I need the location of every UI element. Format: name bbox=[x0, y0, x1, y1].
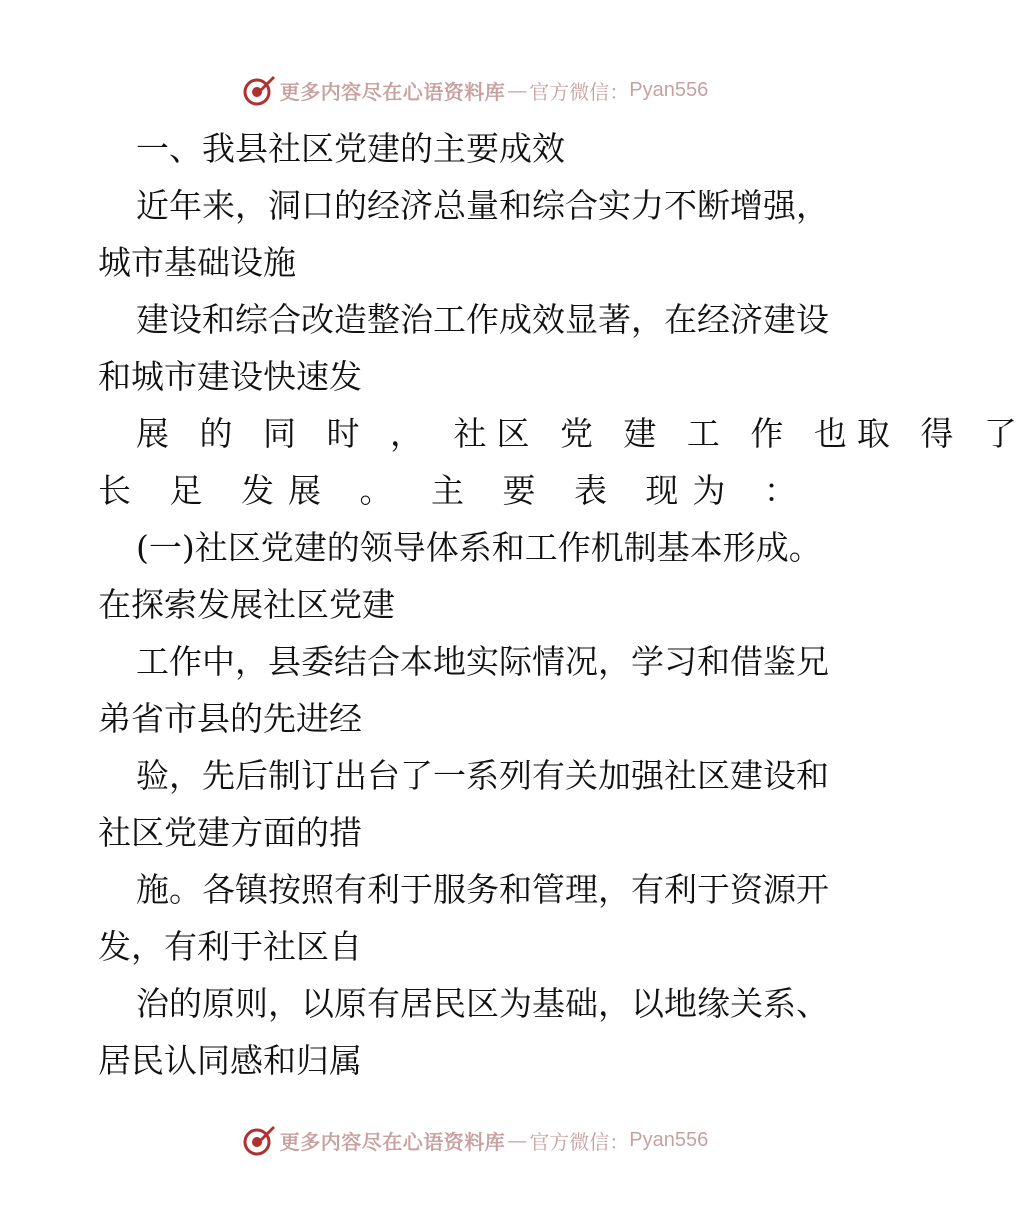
text-line: 居民认同感和归属 bbox=[98, 1041, 362, 1080]
document-body bbox=[98, 120, 1027, 1089]
banner-dash: — bbox=[507, 78, 528, 102]
banner-wechat-id: Pyan556 bbox=[629, 1128, 709, 1151]
text-line: 验，先后制订出台了一系列有关加强社区建设和 bbox=[136, 756, 829, 795]
text-line: (一)社区党建的领导体系和工作机制基本形成。 bbox=[136, 528, 822, 567]
text-line: 治的原则，以原有居民区为基础，以地缘关系、 bbox=[136, 984, 829, 1023]
text-line: 近年来，洞口的经济总量和综合实力不断增强， bbox=[136, 186, 829, 225]
footer-banner bbox=[0, 1120, 950, 1160]
heading-line: 一、我县社区党建的主要成效 bbox=[136, 129, 565, 168]
banner-brand-text: 更多内容尽在心语资料库 bbox=[279, 1129, 506, 1154]
text-line: 展 的 同 时 ， 社区 党 建 工 作 也取 得 了 bbox=[136, 414, 1027, 453]
banner-wechat-label: 官方微信： bbox=[529, 1129, 630, 1154]
text-line: 弟省市县的先进经 bbox=[98, 699, 362, 738]
text-line: 发，有利于社区自 bbox=[98, 927, 362, 966]
text-line: 和城市建设快速发 bbox=[98, 357, 362, 396]
text-line: 长 足 发展 。 主 要 表 现为 ： bbox=[98, 471, 811, 510]
banner-brand-text: 更多内容尽在心语资料库 bbox=[279, 79, 506, 104]
header-banner bbox=[0, 70, 950, 110]
text-line: 城市基础设施 bbox=[98, 243, 296, 282]
text-line: 施。各镇按照有利于服务和管理，有利于资源开 bbox=[136, 870, 829, 909]
text-line: 工作中，县委结合本地实际情况，学习和借鉴兄 bbox=[136, 642, 829, 681]
banner-dash: — bbox=[507, 1128, 528, 1152]
text-line: 在探索发展社区党建 bbox=[98, 585, 395, 624]
text-line: 建设和综合改造整治工作成效显著，在经济建设 bbox=[136, 300, 829, 339]
quill-logo-icon bbox=[242, 73, 276, 107]
text-line: 社区党建方面的措 bbox=[98, 813, 362, 852]
quill-logo-icon bbox=[242, 1123, 276, 1157]
banner-wechat-label: 官方微信： bbox=[529, 79, 630, 104]
banner-wechat-id: Pyan556 bbox=[629, 78, 709, 101]
